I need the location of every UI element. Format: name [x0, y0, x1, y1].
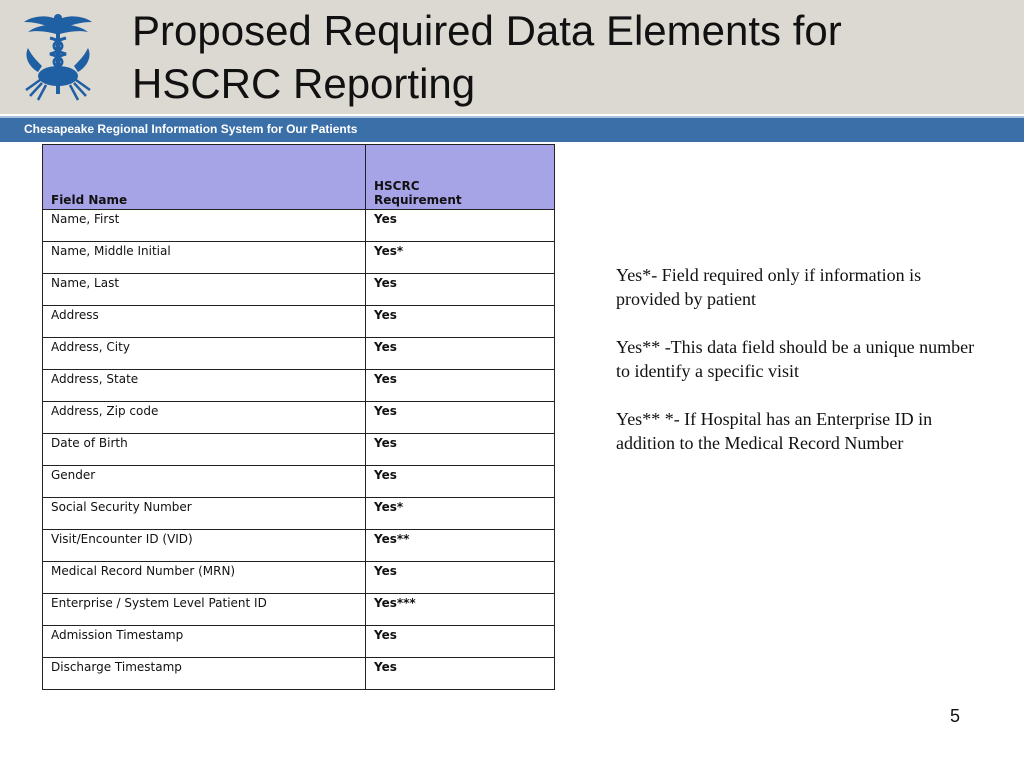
requirement-cell: Yes	[366, 338, 555, 370]
table-row	[43, 338, 555, 370]
slide-header	[0, 0, 1024, 114]
table-row	[43, 402, 555, 434]
column-header-hscrc-requirement	[366, 145, 555, 210]
field-name-cell: Date of Birth	[43, 434, 366, 466]
organization-banner	[0, 116, 1024, 142]
column-header-field-name: Field Name	[43, 145, 366, 210]
field-name-cell: Discharge Timestamp	[43, 658, 366, 690]
table-row	[43, 434, 555, 466]
slide-title-line-1: Proposed Required Data Elements for	[132, 7, 842, 54]
requirement-cell: Yes***	[366, 594, 555, 626]
field-name-cell: Address	[43, 306, 366, 338]
footnote-triple-asterisk: Yes** *- If Hospital has an Enterprise ID in addition to the Medical Record Number	[616, 409, 933, 453]
slide-title-line-2: HSCRC Reporting	[132, 60, 476, 107]
requirement-cell: Yes	[366, 210, 555, 242]
field-name-cell: Social Security Number	[43, 498, 366, 530]
table-row	[43, 274, 555, 306]
field-name-cell: Medical Record Number (MRN)	[43, 562, 366, 594]
requirement-cell: Yes*	[366, 242, 555, 274]
footnote-single-asterisk: Yes*- Field required only if information is provided by patient	[616, 265, 922, 309]
table-row	[43, 370, 555, 402]
table-row	[43, 530, 555, 562]
requirement-cell: Yes*	[366, 498, 555, 530]
field-name-cell: Address, City	[43, 338, 366, 370]
requirement-cell: Yes	[366, 626, 555, 658]
requirement-cell: Yes	[366, 402, 555, 434]
footnotes	[616, 263, 976, 479]
field-name-cell: Name, First	[43, 210, 366, 242]
field-name-cell: Address, Zip code	[43, 402, 366, 434]
table-row	[43, 306, 555, 338]
table-row	[43, 466, 555, 498]
table-row	[43, 210, 555, 242]
field-name-cell: Name, Last	[43, 274, 366, 306]
column-header-requirement-line-1: HSCRC	[374, 179, 420, 193]
column-header-requirement-line-2: Requirement	[374, 193, 462, 207]
field-name-cell: Name, Middle Initial	[43, 242, 366, 274]
table-row	[43, 242, 555, 274]
table-header-row	[43, 145, 555, 210]
requirement-cell: Yes**	[366, 530, 555, 562]
requirement-cell: Yes	[366, 562, 555, 594]
organization-name: Chesapeake Regional Information System for Our Patients	[24, 122, 358, 136]
footnote-double-asterisk: Yes** -This data field should be a unique number to identify a specific visit	[616, 337, 975, 381]
caduceus-crab-logo-icon	[18, 10, 98, 102]
field-name-cell: Admission Timestamp	[43, 626, 366, 658]
table-row	[43, 658, 555, 690]
field-name-cell: Address, State	[43, 370, 366, 402]
table-row	[43, 594, 555, 626]
field-name-cell: Gender	[43, 466, 366, 498]
table-row	[43, 562, 555, 594]
page-number: 5	[950, 706, 961, 726]
field-name-cell: Visit/Encounter ID (VID)	[43, 530, 366, 562]
requirement-cell: Yes	[366, 658, 555, 690]
data-elements-table	[42, 144, 555, 690]
requirement-cell: Yes	[366, 466, 555, 498]
table-row	[43, 626, 555, 658]
requirement-cell: Yes	[366, 274, 555, 306]
field-name-cell: Enterprise / System Level Patient ID	[43, 594, 366, 626]
requirement-cell: Yes	[366, 370, 555, 402]
slide-title	[132, 4, 1012, 110]
requirement-cell: Yes	[366, 434, 555, 466]
table-row	[43, 498, 555, 530]
requirement-cell: Yes	[366, 306, 555, 338]
